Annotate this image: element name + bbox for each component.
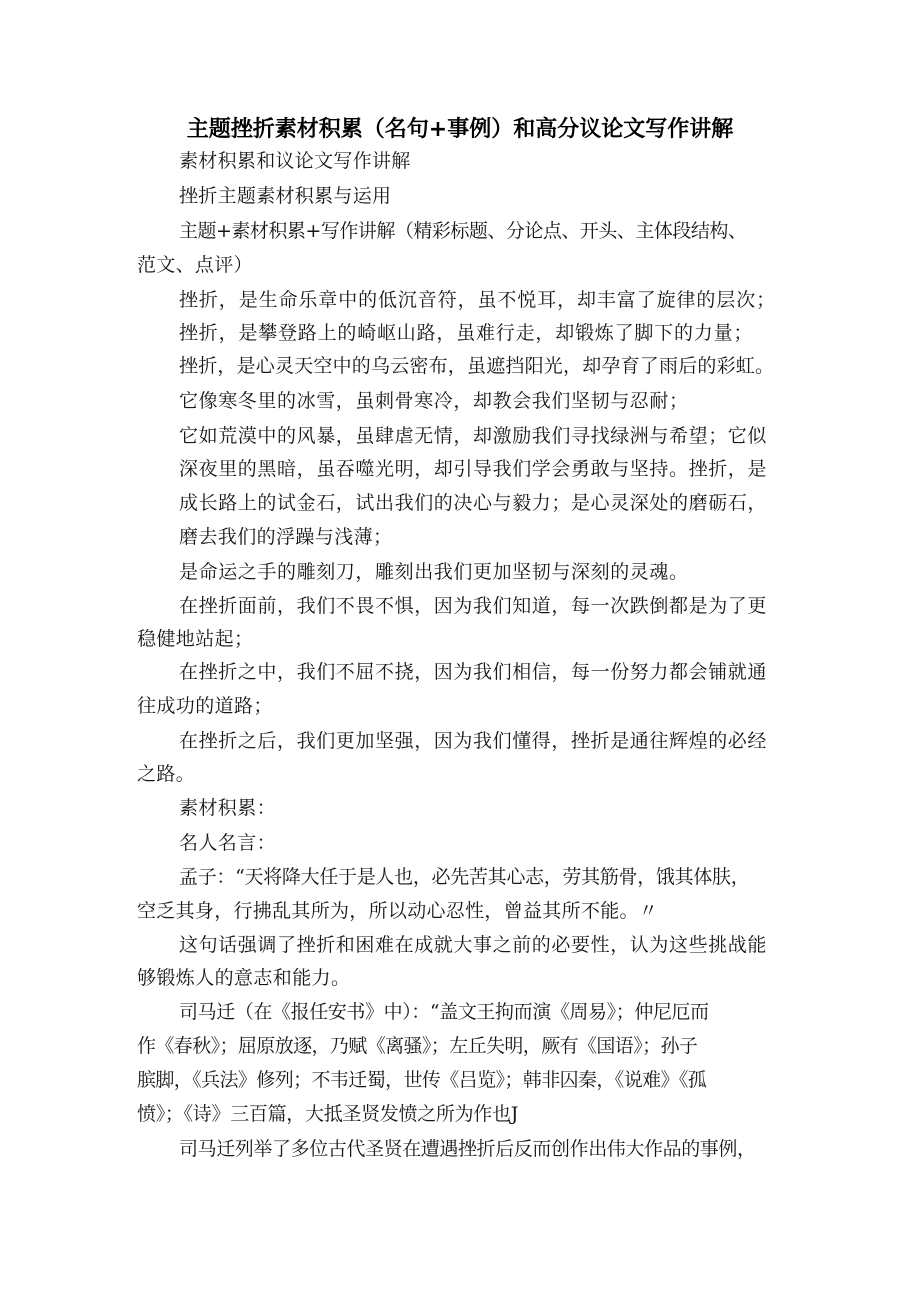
text-line: 愤》；《诗》三百篇，大抵圣贤发愤之所为作也J [137,1103,519,1125]
text-line: 往成功的道路； [137,695,273,717]
text-line: 在挫折之中，我们不屈不挠，因为我们相信，每一份努力都会铺就通 [179,661,768,683]
text-line: 挫折，是攀登路上的崎岖山路，虽难行走，却锻炼了脚下的力量； [179,322,754,344]
text-line: 作《春秋》；屈原放逐，乃赋《离骚》；左丘失明，厥有《国语》；孙子 [137,1035,698,1057]
text-line: 挫折主题素材积累与运用 [179,185,392,207]
text-line: 在挫折之后，我们更加坚强，因为我们懂得，挫折是通往辉煌的必经 [179,730,768,752]
section-heading: 素材积累： [179,797,277,819]
text-line: 是命运之手的雕刻刀，雕刻出我们更加坚韧与深刻的灵魂。 [179,561,689,583]
text-line: 范文、点评） [137,254,253,276]
text-line: 司马迁（在《报任安书》中）：“盖文王拘而演《周易》；仲尼厄而 [179,1001,709,1023]
section-heading: 名人名言： [179,832,277,854]
text-line: 稳健地站起； [137,628,254,650]
text-line: 孟子：“天将降大任于是人也，必先苦其心志，劳其筋骨，饿其体肤， [179,866,750,888]
text-line: 成长路上的试金石，试出我们的决心与毅力；是心灵深处的磨砺石， [179,492,768,514]
text-line: 这句话强调了挫折和困难在成就大事之前的必要性，认为这些挑战能 [179,934,768,956]
text-line: 深夜里的黑暗，虽吞噬光明，却引导我们学会勇敢与坚持。挫折，是 [179,458,768,480]
text-line: 膑脚，《兵法》修列；不韦迁蜀，世传《吕览》；韩非囚秦，《说难》《孤 [137,1069,707,1091]
text-line: 磨去我们的浮躁与浅薄； [179,526,393,548]
text-line: 司马迁列举了多位古代圣贤在遭遇挫折后反而创作出伟大作品的事例， [179,1138,756,1160]
text-line: 在挫折面前，我们不畏不惧，因为我们知道，每一次跌倒都是为了更 [179,595,768,617]
text-line: 素材积累和议论文写作讲解 [179,150,411,172]
text-line: 它像寒冬里的冰雪，虽刺骨寒冷，却教会我们坚韧与忍耐； [179,390,689,412]
text-line: 够锻炼人的意志和能力。 [137,967,351,989]
text-line: 挫折，是心灵天空中的乌云密布，虽遮挡阳光，却孕育了雨后的彩虹。 [179,355,775,377]
text-line: 它如荒漠中的风暴，虽肆虐无情，却激励我们寻找绿洲与希望；它似 [179,425,768,447]
document-title: 主题挫折素材积累（名句+事例）和高分议论文写作讲解 [186,117,734,142]
text-line: 之路。 [137,763,196,785]
text-line: 空乏其身，行拂乱其所为，所以动心忍性，曾益其所不能。〃 [137,900,659,922]
text-line: 挫折，是生命乐章中的低沉音符，虽不悦耳，却丰富了旋律的层次； [179,289,777,311]
text-line: 主题+素材积累+写作讲解（精彩标题、分论点、开头、主体段结构、 [179,220,747,242]
